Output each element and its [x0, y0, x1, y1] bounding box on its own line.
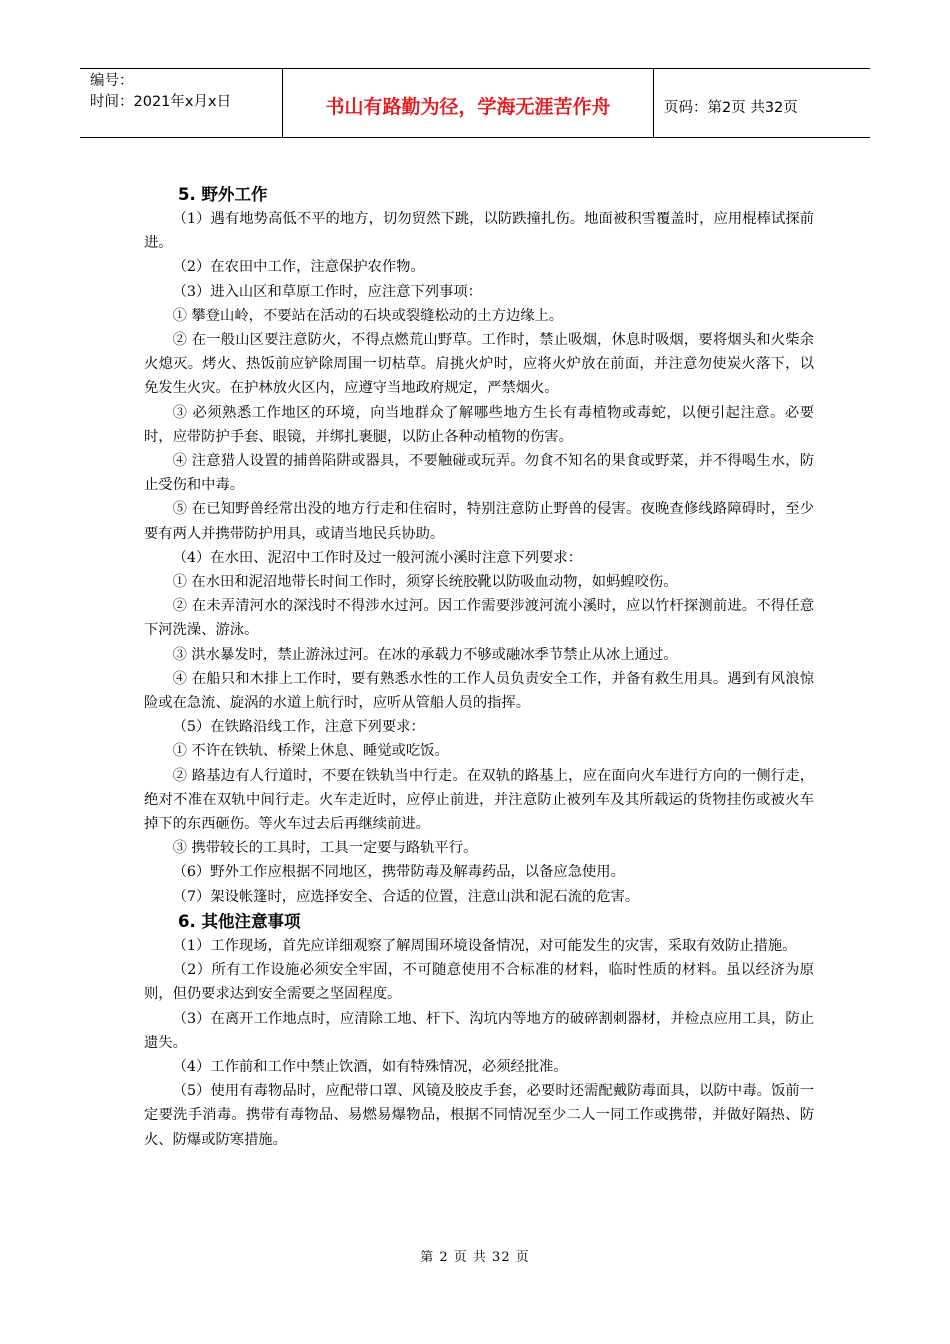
header-date: 时间：2021年x月x日 — [90, 94, 232, 110]
paragraph: （7）架设帐篷时，应选择安全、合适的位置，注意山洪和泥石流的危害。 — [172, 888, 640, 905]
paragraph: ② 在未弄清河水的深浅时不得涉水过河。因工作需要涉渡河流小溪时，应以竹杆探测前进。不得任意下河洗澡、游泳。 — [144, 598, 814, 639]
paragraph: ⑤ 在已知野兽经常出没的地方行走和住宿时，特别注意防止野兽的侵害。夜晚查修线路障碍时，至少要有两人并携带防护用具，或请当地民兵协助。 — [144, 501, 814, 542]
paragraph: （3）在离开工作地点时，应清除工地、杆下、沟坑内等地方的破碎割刺器材，并检点应用工具，防止遗失。 — [144, 1010, 814, 1051]
paragraph: （2）所有工作设施必须安全牢固，不可随意使用不合标准的材料，临时性质的材料。虽以经济为原则，但仍要求达到安全需要之坚固程度。 — [144, 962, 814, 1003]
header-meta — [80, 69, 283, 137]
paragraph: ① 在水田和泥沼地带长时间工作时，须穿长统胶靴以防吸血动物，如蚂蝗咬伤。 — [172, 574, 678, 591]
paragraph: ③ 必须熟悉工作地区的环境，向当地群众了解哪些地方生长有毒植物或毒蛇，以便引起注意。必要时，应带防护手套、眼镜，并绑扎裹腿，以防止各种动植物的伤害。 — [144, 404, 814, 445]
paragraph: （3）进入山区和草原工作时，应注意下列事项： — [172, 283, 482, 300]
paragraph: （1）遇有地势高低不平的地方，切勿贸然下跳，以防跌撞扎伤。地面被积雪覆盖时，应用棍棒试探前进。 — [144, 211, 814, 252]
paragraph: （4）在水田、泥沼中工作时及过一般河流小溪时注意下列要求： — [172, 549, 582, 566]
page-footer: 第 2 页 共 32 页 — [420, 1250, 530, 1265]
paragraph: （5）使用有毒物品时，应配带口罩、风镜及胶皮手套，必要时还需配戴防毒面具，以防中毒。饭前一定要洗手消毒。携带有毒物品、易燃易爆物品，根据不同情况至少二人一同工作或携带，并做好隔热、防火、防爆或防寒措施。 — [144, 1083, 814, 1148]
header-page-info: 页码：第2页 共32页 — [664, 99, 798, 116]
page-header — [80, 68, 870, 138]
paragraph: ④ 注意猎人设置的捕兽陷阱或器具，不要触碰或玩弄。勿食不知名的果食或野菜，并不得喝生水，防止受伤和中毒。 — [144, 453, 814, 494]
section-title: 6. 其他注意事项 — [178, 911, 301, 931]
paragraph: （6）野外工作应根据不同地区，携带防毒及解毒药品，以备应急使用。 — [172, 864, 625, 881]
paragraph: ① 不许在铁轨、桥梁上休息、睡觉或吃饭。 — [172, 743, 449, 760]
paragraph: （5）在铁路沿线工作，注意下列要求： — [172, 719, 425, 736]
paragraph: ④ 在船只和木排上工作时，要有熟悉水性的工作人员负责安全工作，并备有救生用具。遇到有风浪惊险或在急流、旋涡的水道上航行时，应听从管船人员的指挥。 — [144, 670, 814, 712]
document-body — [144, 182, 814, 1152]
paragraph: （4）工作前和工作中禁止饮酒，如有特殊情况，必须经批准。 — [172, 1058, 568, 1075]
paragraph: ③ 携带较长的工具时，工具一定要与路轨平行。 — [172, 840, 478, 857]
paragraph: ① 攀登山岭，不要站在活动的石块或裂缝松动的土方边缘上。 — [172, 307, 564, 324]
paragraph: ③ 洪水暴发时，禁止游泳过河。在冰的承载力不够或融冰季节禁止从冰上通过。 — [172, 646, 678, 663]
header-motto: 书山有路勤为径，学海无涯苦作舟 — [283, 69, 654, 137]
paragraph: （1）工作现场，首先应详细观察了解周围环境设备情况，对可能发生的灾害，采取有效防止措施。 — [172, 937, 797, 954]
header-number-label: 编号： — [90, 73, 134, 89]
paragraph: ② 在一般山区要注意防火，不得点燃荒山野草。工作时，禁止吸烟，休息时吸烟，要将烟头和火柴余火熄灭。烤火、热饭前应铲除周围一切枯草。肩挑火炉时，应将火炉放在前面，并注意勿使炭火落下，以免发生火灾。在护林放火区内，应遵守当地政府规定，严禁烟火。 — [144, 332, 814, 397]
section-title: 5. 野外工作 — [178, 185, 268, 204]
paragraph: （2）在农田中工作，注意保护农作物。 — [172, 259, 425, 276]
paragraph: ② 路基边有人行道时，不要在铁轨当中行走。在双轨的路基上，应在面向火车进行方向的一侧行走，绝对不准在双轨中间行走。火车走近时，应停止前进，并注意防止被列车及其所载运的货物挂伤或被火车掉下的东西砸伤。等火车过去后再继续前进。 — [144, 767, 814, 833]
